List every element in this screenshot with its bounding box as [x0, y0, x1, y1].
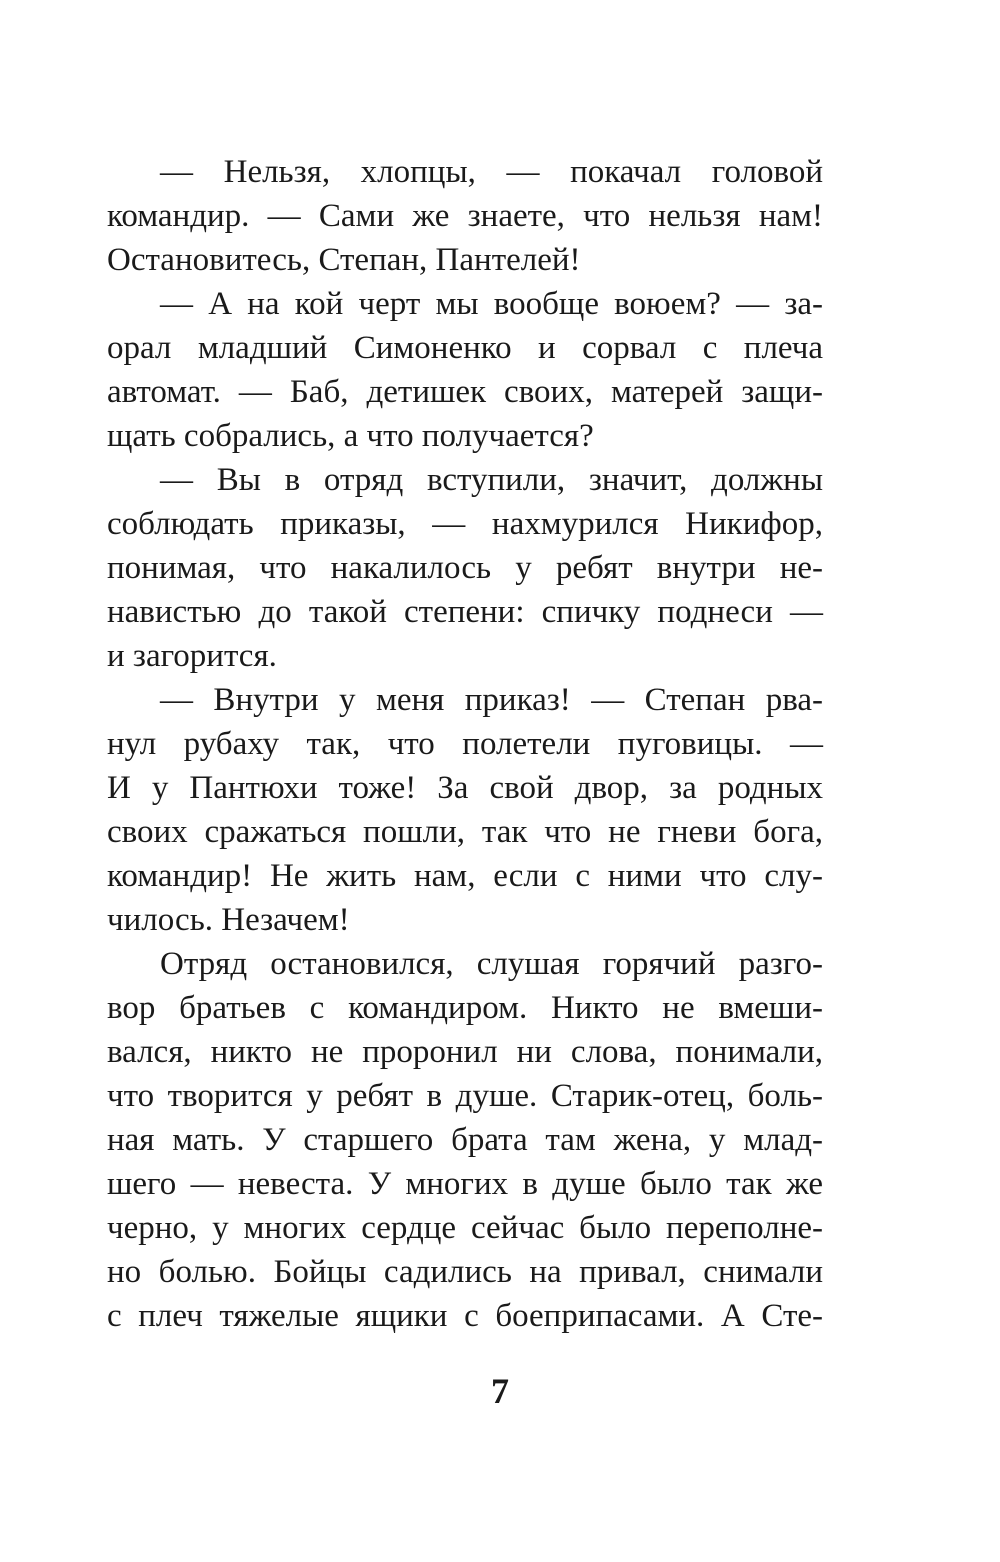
text-line: вался, никто не проронил ни слова, понимали, — [107, 1034, 823, 1070]
text-line: черно, у многих сердце сейчас было переполне- — [107, 1210, 823, 1246]
text-line: ная мать. У старшего брата там жена, у млад- — [107, 1122, 823, 1158]
text-line: орал младший Симоненко и сорвал с плеча — [107, 330, 823, 366]
text-line: — Нельзя, хлопцы, — покачал головой — [160, 154, 823, 190]
text-line: своих сражаться пошли, так что не гневи бога, — [107, 814, 823, 850]
text-line: и загорится. — [107, 638, 277, 674]
text-line: командир! Не жить нам, если с ними что слу- — [107, 858, 823, 894]
text-line: соблюдать приказы, — нахмурился Никифор, — [107, 506, 823, 542]
text-line: — Вы в отряд вступили, значит, должны — [160, 462, 823, 498]
text-line: Остановитесь, Степан, Пантелей! — [107, 242, 581, 278]
text-line: понимая, что накалилось у ребят внутри не- — [107, 550, 823, 586]
text-line: — А на кой черт мы вообще воюем? — за- — [160, 286, 823, 322]
text-line: что творится у ребят в душе. Старик-отец, боль- — [107, 1078, 823, 1114]
body-text — [107, 150, 823, 1338]
text-line: с плеч тяжелые ящики с боеприпасами. А Сте- — [107, 1298, 823, 1334]
text-line: — Внутри у меня приказ! — Степан рва- — [160, 682, 823, 718]
text-line: щать собрались, а что получается? — [107, 418, 594, 454]
text-line: И у Пантюхи тоже! За свой двор, за родных — [107, 770, 823, 806]
text-line: чилось. Незачем! — [107, 902, 350, 938]
text-line: но болью. Бойцы садились на привал, снимали — [107, 1254, 823, 1290]
text-line: Отряд остановился, слушая горячий разго- — [160, 946, 823, 982]
text-line: шего — невеста. У многих в душе было так же — [107, 1166, 823, 1202]
text-line: командир. — Сами же знаете, что нельзя нам! — [107, 198, 823, 234]
text-line: нул рубаху так, что полетели пуговицы. — — [107, 726, 823, 762]
text-line: навистью до такой степени: спичку поднеси — — [107, 594, 823, 630]
page-number: 7 — [491, 1371, 509, 1411]
text-line: вор братьев с командиром. Никто не вмеши- — [107, 990, 823, 1026]
text-line: автомат. — Баб, детишек своих, матерей защи- — [107, 374, 823, 410]
